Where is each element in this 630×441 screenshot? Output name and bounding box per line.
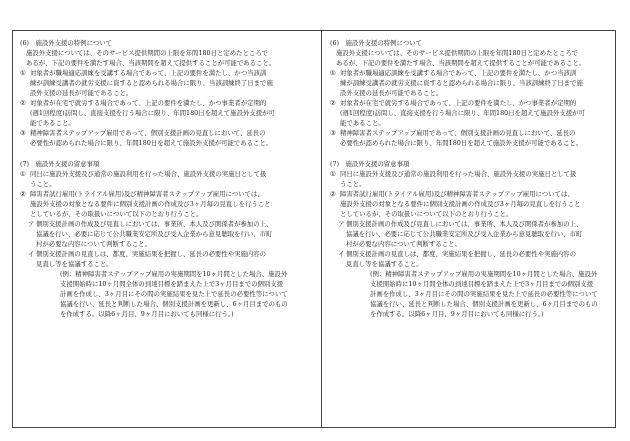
example-line: (例：精神障害者ステップアップ雇用の実施期間を10ヶ月間とした場合、施設外 [60, 270, 288, 279]
item-line: 対象者が在宅で就労する場合であって、上記の要件を満たし、かつ事業者が定期的 [340, 99, 577, 108]
paragraph-line: 施設外支援については、そのサービス提供期間の上限を年間180日と定めたところで [336, 49, 579, 58]
item-line: (週1回程度)訪問し、直接支援を行う場合に限り、年間180日を超えて施設外支援が可 [30, 109, 275, 118]
section [20, 38, 304, 149]
item-line: 必要性が認められた場合に限り、年間180日を超えて施設外支援が可能であること。 [340, 139, 583, 148]
sub-item-marker: イ [28, 249, 35, 258]
sub-item [20, 219, 304, 249]
item-text [30, 189, 304, 219]
sub-item [20, 249, 304, 269]
item-line: 設外支援の延長が可能であること。 [30, 89, 133, 98]
example-line: 支援開始時に10ヶ月間全体の到達目標を踏まえた上で3ヶ月目までの個別支援 [60, 280, 284, 289]
section [330, 38, 614, 149]
left-column [20, 38, 304, 319]
item-line: うこと。 [340, 179, 366, 188]
sub-item-line: 個別支援計画の作成及び見直しにおいては、事業所、本人及び関係者が参加の上、 [36, 219, 273, 228]
section-paragraph [20, 48, 304, 68]
sub-item-line: 個別支援計画の見直しは、都度、実施結果を把握し、延長の必要性や実施内容の [36, 249, 267, 258]
item-line: (週1回程度)訪問し、直接支援を行う場合に限り、年間180日を超えて施設外支援が可 [340, 109, 585, 118]
example-note [330, 269, 614, 319]
paragraph-line: あるが、下記の要件を満たす場合、当該期間を超えて提供することが可能であること。 [336, 59, 586, 68]
item-line: 障害者試行雇用(トライアル雇用)及び精神障害者ステップアップ雇用については、 [30, 189, 264, 198]
numbered-item [330, 128, 614, 148]
sub-item-line: 協議を行い、必要に応じて公共職業安定所及び受入企業から意見聴取を行い、市町 [346, 229, 583, 238]
section [330, 159, 614, 320]
item-line: 施設外支援の対象となる要件に個別支援計画の作成及び3ヶ月毎の見直しを行うこと [340, 199, 581, 208]
numbered-item [330, 68, 614, 98]
item-text [340, 98, 614, 128]
example-line: 計画を作成し、3ヶ月目にその間の実施結果を見た上で延長の必要性等について [60, 290, 288, 299]
item-marker: ① [330, 69, 336, 78]
numbered-item [20, 128, 304, 148]
numbered-item [20, 98, 304, 128]
sub-item-text [346, 249, 614, 269]
item-marker: ③ [20, 129, 26, 138]
item-marker: ① [20, 69, 26, 78]
item-line: 対象者が職場適応訓練を受講する場合であって、上記の要件を満たし、かつ当該訓 [30, 69, 267, 78]
sub-item-line: 村が必要な内容について判断すること。 [346, 239, 461, 248]
numbered-item [20, 189, 304, 219]
sub-item-line: 協議を行い、必要に応じて公共職業安定所及び受入企業から意見聴取を行い、市町 [36, 229, 273, 238]
item-line: 設外支援の延長が可能であること。 [340, 89, 443, 98]
sub-item-text [36, 249, 304, 269]
section-title: (7) 施設外支援の留意事項 [20, 159, 100, 168]
item-line: 対象者が職場適応訓練を受講する場合であって、上記の要件を満たし、かつ当該訓 [340, 69, 577, 78]
item-line: としているが、その取扱いについて以下のとおり行うこと。 [30, 209, 203, 218]
sub-item-line: 個別支援計画の作成及び見直しにおいては、事業所、本人及び関係者が参加の上、 [346, 219, 583, 228]
sub-item-line: 村が必要な内容について判断すること。 [36, 239, 151, 248]
section-paragraph [330, 48, 614, 68]
item-line: 能であること。 [30, 119, 75, 128]
item-line: 精神障害者ステップアップ雇用であって、個別支援計画の見直しにおいて、延長の [340, 129, 576, 138]
example-note [20, 269, 304, 319]
example-line: 協議を行い、延長と判断した場合、個別支援計画を更新し、6ヶ月目までのもの [60, 300, 288, 309]
numbered-item [20, 68, 304, 98]
item-line: 精神障害者ステップアップ雇用であって、個別支援計画の見直しにおいて、延長の [30, 129, 266, 138]
example-line: 支援開始時に10ヶ月間全体の到達目標を踏まえた上で3ヶ月目までの個別支援 [370, 280, 594, 289]
numbered-item [330, 189, 614, 219]
numbered-item [330, 98, 614, 128]
item-line: 対象者が在宅で就労する場合であって、上記の要件を満たし、かつ事業者が定期的 [30, 99, 267, 108]
sub-item-marker: ア [338, 219, 345, 228]
item-marker: ② [330, 189, 336, 198]
item-marker: ② [330, 99, 336, 108]
item-text [30, 128, 304, 148]
item-text [30, 169, 304, 189]
item-text [30, 68, 304, 98]
sub-item [330, 249, 614, 269]
section-gap [20, 149, 304, 159]
item-marker: ② [20, 189, 26, 198]
section [20, 159, 304, 320]
sub-item-marker: イ [338, 249, 345, 258]
item-line: 練が訓練受講者の就労支援に資すると認められる場合に限り、当該訓練終了日まで施 [30, 79, 273, 88]
example-line: (例：精神障害者ステップアップ雇用の実施期間を10ヶ月間とした場合、施設外 [370, 270, 598, 279]
section-title: (6) 施設外支援の特例について [20, 39, 113, 47]
item-text [30, 98, 304, 128]
item-line: としているが、その取扱いについて以下のとおり行うこと。 [340, 209, 513, 218]
sub-item-line: 見直し等を協議すること。 [346, 259, 423, 268]
item-line: 施設外支援の対象となる要件に個別支援計画の作成及び3ヶ月毎の見直しを行うこと [30, 199, 271, 208]
numbered-item [330, 169, 614, 189]
item-line: うこと。 [30, 179, 56, 188]
item-marker: ① [20, 169, 26, 178]
item-text [340, 189, 614, 219]
item-marker: ① [330, 169, 336, 178]
item-line: 必要性が認められた場合に限り、年間180日を超えて施設外支援が可能であること。 [30, 139, 273, 148]
item-line: 能であること。 [340, 119, 385, 128]
numbered-item [20, 169, 304, 189]
section-title: (7) 施設外支援の留意事項 [330, 159, 410, 168]
section-title: (6) 施設外支援の特例について [330, 39, 423, 47]
item-marker: ③ [330, 129, 336, 138]
example-line: を作成する。以降6ヶ月目、9ヶ月目においても同様に行う。) [60, 310, 234, 319]
sub-item-line: 見直し等を協議すること。 [36, 259, 113, 268]
paragraph-line: あるが、下記の要件を満たす場合、当該期間を超えて提供することが可能であること。 [26, 59, 276, 68]
item-text [340, 169, 614, 189]
example-line: 協議を行い、延長と判断した場合、個別支援計画を更新し、6ヶ月目までのもの [370, 300, 598, 309]
item-line: 同日に施設外支援及び通常の施設利用を行った場合、施設外支援の実施日として扱 [340, 169, 577, 178]
item-marker: ② [20, 99, 26, 108]
item-line: 同日に施設外支援及び通常の施設利用を行った場合、施設外支援の実施日として扱 [30, 169, 267, 178]
sub-item-text [36, 219, 304, 249]
item-text [340, 128, 614, 148]
item-line: 障害者試行雇用(トライアル雇用)及び精神障害者ステップアップ雇用については、 [340, 189, 574, 198]
section-gap [330, 149, 614, 159]
example-line: 計画を作成し、3ヶ月目にその間の実施結果を見た上で延長の必要性等について [370, 290, 598, 299]
sub-item-text [346, 219, 614, 249]
sub-item [330, 219, 614, 249]
item-text [340, 68, 614, 98]
example-line: を作成する。以降6ヶ月目、9ヶ月目においても同様に行う。) [370, 310, 544, 319]
paragraph-line: 施設外支援については、そのサービス提供期間の上限を年間180日と定めたところで [26, 49, 269, 58]
item-line: 練が訓練受講者の就労支援に資すると認められる場合に限り、当該訓練終了日まで施 [340, 79, 583, 88]
column-divider [321, 30, 322, 428]
sub-item-marker: ア [28, 219, 35, 228]
sub-item-line: 個別支援計画の見直しは、都度、実施結果を把握し、延長の必要性や実施内容の [346, 249, 577, 258]
right-column [330, 38, 614, 319]
